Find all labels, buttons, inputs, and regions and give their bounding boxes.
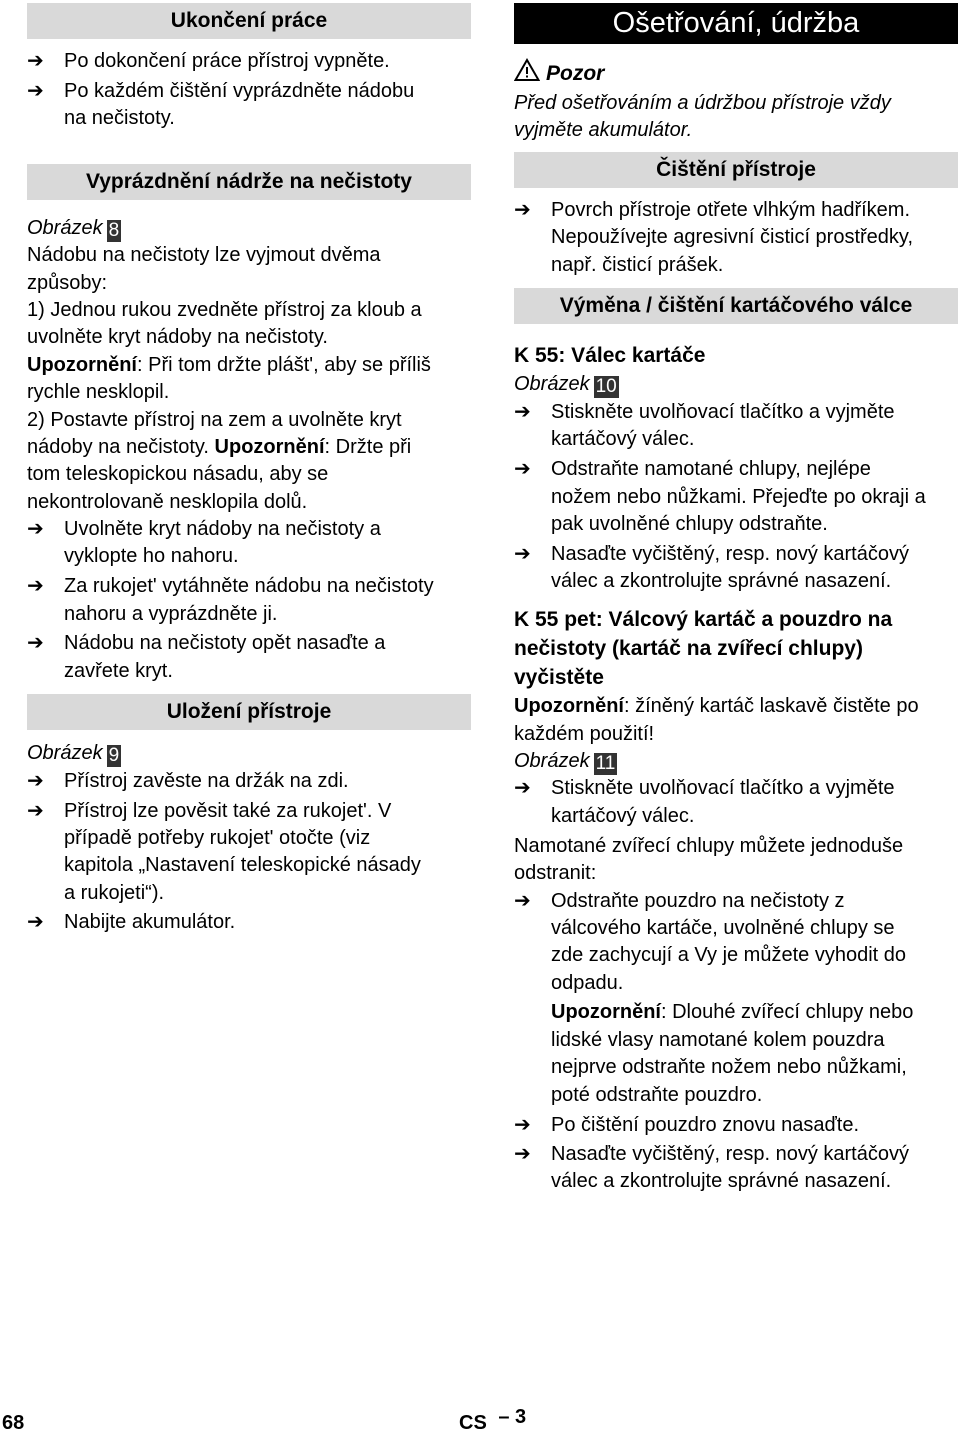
text-line: odpadu. [551,972,624,994]
text-line: kapitola „Nastavení teleskopické násady [64,854,421,876]
arrow-icon: ➔ [514,890,531,912]
text-line: případě potřeby rukojet' otočte (viz [64,827,371,849]
text-line: tom teleskopickou násadu, aby se [27,463,329,485]
arrow-icon: ➔ [27,575,44,597]
text-line: 2) Postavte přístroj na zem a uvolněte kryt [27,409,402,431]
text-line [514,693,958,721]
figure-number-badge: 9 [108,745,120,766]
text-line: Po čištění pouzdro znovu nasaďte. [551,1114,860,1136]
arrow-icon: ➔ [27,80,44,102]
arrow-icon: ➔ [514,1114,531,1136]
section-heading-vyprazdneni: Vyprázdnění nádrže na nečistoty [27,164,471,200]
text-line: Stiskněte uvolňovací tlačítko a vyjměte [551,777,895,799]
note-label: Upozornění [514,695,624,717]
subheading-k55-pet: vyčistěte [514,666,604,689]
figure-number-badge: 11 [595,753,616,774]
text-line: lidské vlasy namotané kolem pouzdra [551,1029,885,1051]
section-heading-ukonceni: Ukončení práce [27,3,471,39]
text-line: 1) Jednou rukou zvedněte přístroj za kloub a [27,299,422,321]
note-text: : Dlouhé zvířecí chlupy nebo [661,1001,914,1023]
text-line: způsoby: [27,272,108,294]
warning-heading [514,58,958,90]
text-line: Nabijte akumulátor. [64,911,236,933]
text-line: Nasaďte vyčištěný, resp. nový kartáčový [551,543,909,565]
text-line: zavřete kryt. [64,660,173,682]
text-line: poté odstraňte pouzdro. [551,1084,763,1106]
text-line: Namotané zvířecí chlupy můžete jednoduše [514,835,904,857]
main-title: Ošetřování, údržba [514,3,958,44]
text-line: pak uvolněné chlupy odstraňte. [551,513,828,535]
text-line [551,999,958,1027]
figure-ref [27,215,471,243]
language-code: CS [459,1412,487,1434]
text-line: válcového kartáče, uvolněné chlupy se [551,917,895,939]
text-line: nejprve odstraňte nožem nebo nůžkami, [551,1056,907,1078]
note-text: : Držte při [324,436,412,458]
figure-label: Obrázek [27,217,103,239]
arrow-icon: ➔ [514,777,531,799]
text-line: Po každém čištění vyprázdněte nádobu [64,80,415,102]
figure-ref [514,371,958,399]
arrow-icon: ➔ [27,50,44,72]
text-span: nádoby na nečistoty. [27,436,209,458]
section-heading-vymena: Výměna / čištění kartáčového válce [514,288,958,324]
text-line: válec a zkontrolujte správné nasazení. [551,570,892,592]
figure-number-badge: 10 [595,376,617,397]
footer-lang [459,1406,527,1435]
text-line: odstranit: [514,862,597,884]
text-line [27,434,471,462]
text-line: Nádobu na nečistoty opět nasaďte a [64,632,386,654]
text-line: Stiskněte uvolňovací tlačítko a vyjměte [551,401,895,423]
figure-number-badge: 8 [108,220,120,241]
text-line: Odstraňte pouzdro na nečistoty z [551,890,845,912]
figure-label: Obrázek [514,373,590,395]
arrow-icon: ➔ [27,911,44,933]
text-line: Uvolněte kryt nádoby na nečistoty a [64,518,381,540]
text-line: Za rukojet' vytáhněte nádobu na nečistoty [64,575,434,597]
arrow-icon: ➔ [514,1143,531,1165]
subheading-k55-pet: nečistoty (kartáč na zvířecí chlupy) [514,637,863,660]
arrow-icon: ➔ [514,458,531,480]
note-label: Upozornění [551,1001,661,1023]
section-heading-cisteni: Čištění přístroje [514,152,958,188]
arrow-icon: ➔ [514,199,531,221]
text-line: vyjměte akumulátor. [514,119,693,141]
warning-triangle-icon [514,58,540,90]
sub-page-number: 3 [515,1406,527,1428]
text-line: zde zachycují a Vy je můžete vyhodit do [551,944,906,966]
text-line: válec a zkontrolujte správné nasazení. [551,1170,892,1192]
text-line: a rukojeti“). [64,882,165,904]
text-line: Odstraňte namotané chlupy, nejlépe [551,458,871,480]
figure-ref [27,740,471,768]
text-line: Nepoužívejte agresivní čisticí prostředky, [551,226,914,248]
text-line: Přístroj lze pověsit také za rukojet'. V [64,800,392,822]
text-line: kartáčový válec. [551,805,695,827]
text-line: Po dokončení práce přístroj vypněte. [64,50,390,72]
note-text: : Při tom držte plášt', aby se příliš [137,354,431,376]
arrow-icon: ➔ [514,543,531,565]
arrow-icon: ➔ [27,770,44,792]
text-line: nekontrolovaně nesklopila dolů. [27,491,308,513]
section-heading-ulozeni: Uložení přístroje [27,694,471,730]
figure-label: Obrázek [514,750,590,772]
arrow-icon: ➔ [27,800,44,822]
text-line: na nečistoty. [64,107,175,129]
text-line: Povrch přístroje otřete vlhkým hadříkem. [551,199,911,221]
text-line: nahoru a vyprázdněte ji. [64,603,278,625]
subheading-k55-pet: K 55 pet: Válcový kartáč a pouzdro na [514,608,893,631]
arrow-icon: ➔ [514,401,531,423]
warning-title: Pozor [546,62,605,85]
figure-ref [514,748,958,776]
arrow-icon: ➔ [27,518,44,540]
text-line: Před ošetřováním a údržbou přístroje vždy [514,92,891,114]
text-line: např. čisticí prášek. [551,254,724,276]
text-line: Nádobu na nečistoty lze vyjmout dvěma [27,244,381,266]
text-line: rychle nesklopil. [27,381,170,403]
text-line: uvolněte kryt nádoby na nečistoty. [27,326,328,348]
text-line: vyklopte ho nahoru. [64,545,239,567]
text-line: nožem nebo nůžkami. Přejeďte po okraji a [551,486,926,508]
arrow-icon: ➔ [27,632,44,654]
page-number: 68 [2,1412,25,1434]
text-line: Nasaďte vyčištěný, resp. nový kartáčový [551,1143,909,1165]
note-text: : žíněný kartáč laskavě čistěte po [624,695,919,717]
subheading-k55: K 55: Válec kartáče [514,344,706,367]
note-label: Upozornění [27,354,137,376]
text-line: Přístroj zavěste na držák na zdi. [64,770,349,792]
text-line: každém použití! [514,723,655,745]
text-line [27,352,471,380]
text-line: kartáčový válec. [551,428,695,450]
note-label: Upozornění [214,436,325,458]
figure-label: Obrázek [27,742,103,764]
footer-dash: – [498,1406,510,1428]
